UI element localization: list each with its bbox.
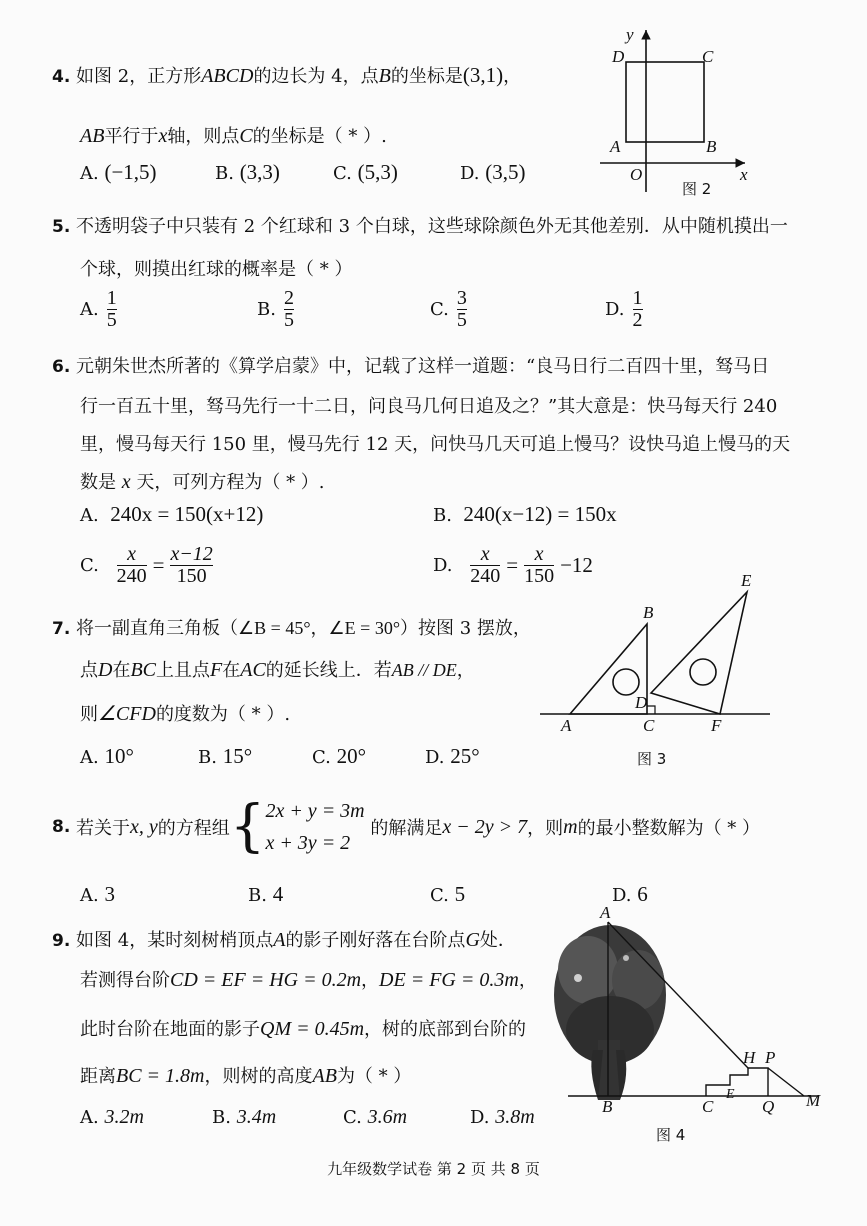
q6-line3: 里，慢马每天行 150 里，慢马先行 12 天，问快马几天可追上慢马？设快马追上慢马的天 [80, 434, 791, 455]
q5-number: 5. [52, 217, 71, 237]
q4-option-b[interactable]: B. (3,3) [215, 160, 280, 184]
q4-line1 [52, 62, 521, 88]
q6-x: x [121, 471, 131, 493]
q9-eq1: CD = EF = HG = 0.2m [170, 969, 362, 991]
q9-option-c[interactable]: C. 3.6m [343, 1106, 408, 1128]
q7-line1: 7. 将一副直角三角板（∠B = 45°，∠E = 30°）按图 3 摆放， [52, 618, 531, 639]
q4-text: ， [503, 66, 522, 87]
label-d: D [635, 693, 648, 712]
q4-abcd: ABCD [201, 65, 254, 87]
figure-4 [548, 900, 848, 1150]
q6-option-a[interactable]: A. 240x = 150(x+12) [80, 502, 264, 526]
q8-eq1: 2x + y = 3m [265, 800, 365, 822]
q7-parallel: AB // DE [391, 660, 457, 680]
figure-4-caption: 图 4 [656, 1126, 686, 1144]
step-shadow [768, 1068, 804, 1096]
q9-option-a[interactable]: A. 3.2m [80, 1106, 144, 1128]
q4-text: 的边长为 4，点 [253, 66, 379, 87]
q9-line1: 9. 如图 4，某时刻树梢顶点A的影子刚好落在台阶点G处． [52, 929, 516, 951]
label-y: y [626, 25, 634, 44]
q6-text: 元朝朱世杰所著的《算学启蒙》中，记载了这样一道题：“良马日行二百四十里，驽马日 [76, 356, 770, 377]
q6-option-d[interactable]: D. $\frac{x}{240}$ = $\frac{x}{150}$ −12 [433, 543, 593, 587]
q8-option-b[interactable]: B. 4 [248, 882, 284, 906]
label-m: M [806, 1091, 821, 1110]
label-x: x [740, 165, 748, 184]
label-h: H [743, 1048, 756, 1067]
label-a: A [610, 137, 621, 156]
q4-text: 的坐标是（ * ）. [252, 126, 387, 147]
q5-option-d[interactable]: D. $\frac{1}{2}$ [605, 287, 643, 331]
figure-3 [535, 568, 775, 773]
q8-option-a[interactable]: A. 3 [80, 882, 115, 906]
q4-option-d[interactable]: D. (3,5) [460, 160, 526, 184]
q8-line: 8. 若关于 x, y 的方程组 { 2x + y = 3m x + 3y = 2 的解满足 x − 2y > 7 ，则 m 的最小整数解为（ * ） [52, 794, 761, 859]
label-b: B [602, 1097, 613, 1116]
label-a: A [561, 716, 572, 735]
q4-coord: (3,1) [462, 63, 504, 87]
q8-brace: { [229, 794, 266, 859]
label-b: B [643, 603, 654, 622]
q7-line2: 点D在BC上且点F在AC的延长线上．若AB // DE， [80, 659, 475, 681]
q6-line4: 数是 x 天，可列方程为（ * ）. [80, 471, 325, 493]
q7-option-c[interactable]: C. 20° [312, 744, 366, 768]
q4-ab: AB [80, 125, 105, 147]
triangle-def [651, 592, 747, 714]
q9-eq3: QM = 0.45m [260, 1018, 365, 1040]
q5-option-b[interactable]: B. $\frac{2}{5}$ [257, 287, 294, 331]
label-e: E [726, 1087, 735, 1102]
label-q: Q [762, 1097, 775, 1116]
q9-option-b[interactable]: B. 3.4m [212, 1106, 277, 1128]
q4-text: 平行于 [104, 126, 159, 147]
label-c: C [702, 1097, 714, 1116]
q7-line3: 则∠CFD的度数为（ * ）. [80, 703, 291, 725]
q7-option-b[interactable]: B. 15° [198, 744, 253, 768]
q4-x: x [158, 125, 168, 147]
figure-2-caption: 图 2 [682, 180, 712, 198]
q8-vars: x, y [130, 815, 158, 838]
q9-line4: 距离BC = 1.8m，则树的高度AB为（ * ） [80, 1065, 412, 1087]
q8-system [265, 795, 364, 859]
q7-option-a[interactable]: A. 10° [80, 744, 134, 768]
q6-option-b[interactable]: B. 240(x−12) = 150x [433, 502, 617, 526]
label-c: C [702, 47, 714, 66]
label-d: D [612, 47, 625, 66]
label-c: C [643, 716, 655, 735]
label-o: O [630, 165, 643, 184]
q5-option-a[interactable]: A. $\frac{1}{5}$ [80, 287, 117, 331]
tree-illustration [554, 925, 666, 1100]
q7-number: 7. [52, 619, 71, 639]
q6-line1 [52, 352, 769, 378]
q5-text: 不透明袋子中只装有 2 个红球和 3 个白球，这些球除颜色外无其他差别．从中随机摸出一 [76, 216, 788, 237]
steps [706, 1068, 768, 1096]
q4-option-c[interactable]: C. (5,3) [333, 160, 398, 184]
q6-number: 6. [52, 357, 71, 377]
q4-number: 4. [52, 67, 71, 87]
q4-option-a[interactable]: A. (−1,5) [80, 160, 157, 184]
q6-option-c[interactable]: C. $\frac{x}{240}$ = $\frac{x-12}{150}$ [80, 543, 213, 587]
q4-text: 如图 2，正方形 [76, 66, 202, 87]
label-e: E [741, 571, 752, 590]
q6-line2: 行一百五十里，驽马先行一十二日，问良马几何日追及之？”其大意是：快马每天行 240 [80, 396, 778, 417]
q5-line1 [52, 212, 788, 238]
figure-2 [590, 22, 760, 200]
q4-text: 的坐标是 [390, 66, 463, 87]
q8-option-c[interactable]: C. 5 [430, 882, 466, 906]
q4-line2 [80, 122, 387, 148]
q7-option-d[interactable]: D. 25° [425, 744, 480, 768]
q9-line2: 若测得台阶CD = EF = HG = 0.2m，DE = FG = 0.3m， [80, 969, 537, 991]
q7-angle-cfd: ∠CFD [98, 703, 156, 725]
q4-c: C [239, 125, 253, 147]
q9-line3: 此时台阶在地面的影子QM = 0.45m，树的底部到台阶的 [80, 1018, 527, 1040]
q9-option-d[interactable]: D. 3.8m [470, 1106, 535, 1128]
q8-number: 8. [52, 817, 71, 837]
q8-option-d[interactable]: D. 6 [612, 882, 648, 906]
q5-option-c[interactable]: C. $\frac{3}{5}$ [430, 287, 467, 331]
label-a: A [600, 903, 611, 922]
label-f: F [711, 716, 722, 735]
q8-inequality: x − 2y > 7 [442, 815, 528, 838]
label-b: B [706, 137, 717, 156]
q7-angle-e: ∠E = 30° [328, 618, 401, 638]
q7-angle-b: ∠B = 45° [238, 618, 311, 638]
label-p: P [765, 1048, 776, 1067]
q8-eq2: x + 3y = 2 [265, 832, 351, 854]
square-abcd [626, 62, 704, 142]
figure-3-caption: 图 3 [637, 750, 667, 768]
q9-eq4: BC = 1.8m [116, 1065, 205, 1087]
q4-b: B [378, 65, 391, 87]
q5-line2: 个球，则摸出红球的概率是（ * ） [80, 259, 353, 280]
q9-number: 9. [52, 931, 71, 951]
q4-text: 轴，则点 [167, 126, 240, 147]
page-footer: 九年级数学试卷 第 2 页 共 8 页 [327, 1160, 540, 1178]
q9-eq2: DE = FG = 0.3m [379, 969, 519, 991]
